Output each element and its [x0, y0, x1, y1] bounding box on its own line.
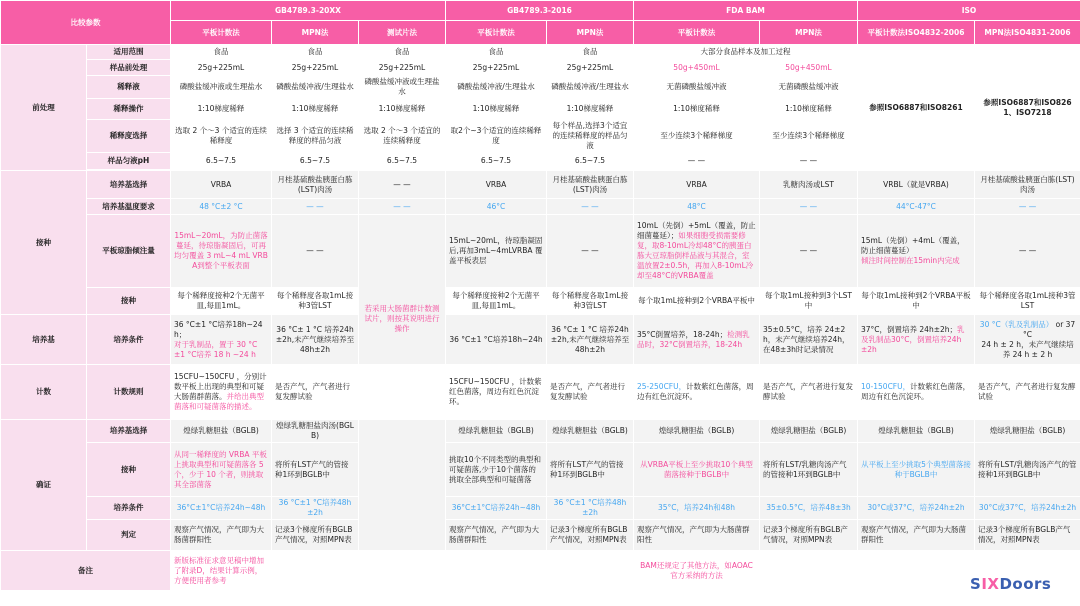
cell: 每个稀释度各取1mL接种3管LST [272, 288, 359, 315]
cell: 25g+225mL [547, 60, 634, 76]
cell [858, 215, 975, 288]
cell: — — [547, 215, 634, 288]
row-label: 适用范围 [87, 45, 171, 60]
header-std-gb-new: GB4789.3-20XX [171, 1, 446, 21]
cell: 25g+225mL [171, 60, 272, 76]
col-head: 测试片法 [359, 21, 446, 45]
cell: 无菌磷酸盐缓冲液 [760, 76, 858, 99]
group-counting: 计数 [1, 365, 87, 420]
cell: — — [547, 199, 634, 215]
cell: 1:10梯度稀释 [359, 99, 446, 120]
cell: 每个稀释度各取1mL接种3管LST [975, 288, 1080, 315]
logo-text: IX [981, 575, 1000, 593]
cell: 至少连续3个稀释梯度 [760, 120, 858, 153]
cell: 食品 [359, 45, 446, 60]
col-head: MPN法 [760, 21, 858, 45]
cell: 36°C±1°C培养24h~48h [446, 497, 547, 520]
cell: — — [760, 153, 858, 170]
col-head: MPN法 [272, 21, 359, 45]
cell-text: 检测乳品时，32°C倒置培养，18-24h [637, 329, 750, 349]
cell-empty [858, 551, 975, 591]
cell: 磷酸盐缓冲液/生理盐水 [446, 76, 547, 99]
cell: 将所有LST/乳糖肉汤产气的管接种1环到BGLB中 [975, 443, 1080, 497]
cell: 月桂基硫酸盐胰蛋白胨(LST)肉汤 [272, 171, 359, 199]
cell [858, 365, 975, 420]
cell-empty [760, 551, 858, 591]
cell-empty [359, 551, 446, 591]
cell-text: or 37 °C [1023, 319, 1076, 339]
row-label: 培养基温度要求 [87, 199, 171, 215]
cell: — — [634, 153, 760, 170]
cell: 观察产气情况，产气即为大肠菌群阳性 [634, 520, 760, 551]
cell: 15mL~20mL，为防止菌落蔓延，待琼脂凝固后，可再均匀覆盖 3 mL~4 mL VRBA到整个平板表面 [171, 215, 272, 288]
cell: 6.5~7.5 [446, 153, 547, 170]
cell: 48°C [634, 199, 760, 215]
cell: 48 °C±2 °C [171, 199, 272, 215]
cell: 从平板上至少挑取5个典型菌落接种于BGLB中 [858, 443, 975, 497]
cell: 25g+225mL [272, 60, 359, 76]
cell: 煌绿乳糖胆盐（BGLB) [760, 420, 858, 443]
cell: 每个稀释度各取1mL接种3管LST [547, 288, 634, 315]
group-remarks: 备注 [1, 551, 171, 591]
cell-text: 10mL（先倒）+5mL（覆盖，防止细菌蔓延）； [637, 221, 756, 240]
cell-empty [547, 551, 634, 591]
cell-text: 倾注时间控制在15min内完成 [861, 256, 960, 265]
cell: 50g+450mL [760, 60, 858, 76]
cell [634, 215, 760, 288]
cell: 将所有LST产气的管接种1环到BGLB中 [547, 443, 634, 497]
cell: 观察产气情况，产气即为大肠菌群阳性 [858, 520, 975, 551]
cell [171, 365, 272, 420]
cell: 35±0.5°C，培养48±3h [760, 497, 858, 520]
row-label: 计数规则 [87, 365, 171, 420]
cell: 观察产气情况，产气即为大肠菌群阳性 [171, 520, 272, 551]
cell-text: 25-250CFU， [637, 382, 687, 391]
cell: 煌绿乳糖胆盐（BGLB) [858, 420, 975, 443]
row-label: 判定 [87, 520, 171, 551]
logo-text: S [970, 575, 982, 593]
cell: 从同一稀释度的 VRBA 平板上挑取典型和可疑菌落各 5 个，少于 10 个者，则挑取其全部菌落 [171, 443, 272, 497]
brand-logo [970, 575, 1051, 593]
col-head: 平板计数法 [171, 21, 272, 45]
cell-empty [359, 365, 446, 420]
cell-text: 如果细胞受损需要修复，取8-10mL冷却48°C的胰蛋白胨大豆琼脂倒样品液与其混合，室温放置2±0.5h，再加入8-10mL冷却至48°C的VRBA覆盖 [637, 231, 754, 280]
cell: 每个样品,选择3个适宜的连续稀释度的样品匀液 [547, 120, 634, 153]
cell: 6.5~7.5 [272, 153, 359, 170]
cell: 选取 2 个～3 个适宜的连续稀释度 [359, 120, 446, 153]
cell: 选择 3 个适宜的连续稀释度的样品匀液 [272, 120, 359, 153]
cell: 是否产气，产气者进行复发酵试验 [272, 365, 359, 420]
cell: 观察产气情况，产气即为大肠菌群阳性 [446, 520, 547, 551]
cell: 煌绿乳糖胆盐（BGLB) [634, 420, 760, 443]
cell-text: 计数紫红色菌落，周边有红色沉淀环。 [637, 382, 754, 401]
cell: — — [760, 199, 858, 215]
cell: 36 °C±1 °C培养18h~24h [446, 315, 547, 365]
cell: 每个取1mL接种到2个VRBA平板中 [858, 288, 975, 315]
cell: 46°C [446, 199, 547, 215]
cell-text: 24 h ± 2 h，未产气继续培养 24 h ± 2 h [981, 339, 1074, 359]
cell [634, 315, 760, 365]
cell: 1:10梯度稀释 [634, 99, 760, 120]
cell: 煌绿乳糖胆盐（BGLB) [446, 420, 547, 443]
group-incubation: 培养基 [1, 315, 87, 365]
cell: 记录3个梯度所有BGLB产气情况，对照MPN表 [272, 520, 359, 551]
cell: 煌绿乳糖胆盐（BGLB) [547, 420, 634, 443]
cell: — — [975, 215, 1080, 288]
cell: 磷酸盐缓冲液/生理盐水 [272, 76, 359, 99]
cell: — — [760, 215, 858, 288]
row-label: 培养基选择 [87, 420, 171, 443]
cell: 食品 [547, 45, 634, 60]
cell-empty [446, 551, 547, 591]
cell-text: 参照ISO6887和ISO8261 [869, 102, 963, 112]
cell: — — [272, 199, 359, 215]
cell: — — [359, 171, 446, 199]
cell: 25g+225mL [359, 60, 446, 76]
cell: 36 °C±1 °C培养48h±2h [272, 497, 359, 520]
cell: — — [359, 199, 446, 215]
cell: 30°C或37°C，培养24h±2h [858, 497, 975, 520]
cell-text: 15mL（先倒）+4mL（覆盖，防止细菌蔓延） [861, 236, 965, 255]
cell: 6.5~7.5 [171, 153, 272, 170]
cell-text: 若采用大肠菌群计数测试片，则按其说明进行操作 [364, 304, 440, 333]
cell: 至少连续3个稀释梯度 [634, 120, 760, 153]
cell: 1:10梯度稀释 [547, 99, 634, 120]
cell: 50g+450mL [634, 60, 760, 76]
cell: 36 °C± 1 °C 培养24h±2h,未产气继续培养至48h±2h [547, 315, 634, 365]
cell [171, 315, 272, 365]
cell: 取2个~3个适宜的连续稀释度 [446, 120, 547, 153]
col-head: 平板计数法 [634, 21, 760, 45]
row-label: 样品前处理 [87, 60, 171, 76]
header-std-gb-2016: GB4789.3-2016 [446, 1, 634, 21]
row-label: 培养基选择 [87, 171, 171, 199]
cell: — — [272, 215, 359, 288]
row-label: 培养条件 [87, 497, 171, 520]
col-head: MPN法 [547, 21, 634, 45]
cell: 煌绿乳糖胆盐肉汤(BGLB) [272, 420, 359, 443]
col-head: 平板计数法 [446, 21, 547, 45]
cell: 煌绿乳糖胆盐（BGLB) [975, 420, 1080, 443]
cell-empty [359, 420, 446, 551]
cell: 食品 [446, 45, 547, 60]
cell: 44°C-47°C [858, 199, 975, 215]
cell: 1:10梯度稀释 [272, 99, 359, 120]
cell: 6.5~7.5 [359, 153, 446, 170]
row-label: 培养条件 [87, 315, 171, 365]
col-head: 平板计数法ISO4832-2006 [858, 21, 975, 45]
cell-text: 参照ISO6887和ISO8261、ISO7218 [983, 97, 1072, 117]
cell-text: 对于乳制品，置于 30 °C ±1 °C培养 18 h ~24 h [174, 339, 258, 359]
cell: 1:10梯度稀释 [760, 99, 858, 120]
cell: 从VRBA平板上至少挑取10个典型菌落接种于BGLB中 [634, 443, 760, 497]
cell: 每个稀释度接种2个无菌平皿,每皿1mL。 [446, 288, 547, 315]
cell-text: 36 °C±1 °C培养18h~24h； [174, 319, 263, 339]
cell: 将所有LST产气的管接种1环到BGLB中 [272, 443, 359, 497]
row-label: 接种 [87, 443, 171, 497]
cell: VRBA [634, 171, 760, 199]
cell: 36 °C±1 °C培养48h±2h [547, 497, 634, 520]
cell: 大部分食品样本及加工过程 [634, 45, 858, 60]
cell-text: 并给出典型菌落和可疑菌落的描述。 [174, 392, 264, 411]
row-label: 稀释操作 [87, 99, 171, 120]
logo-text: Doors [999, 575, 1052, 593]
cell: 记录3个梯度所有BGLB产气情况，对照MPN表 [547, 520, 634, 551]
cell: 每个取1mL接种到3个LST中 [760, 288, 858, 315]
cell: 新版标准征求意见稿中增加了附录D，结果计算示例，方便使用者参考 [171, 551, 272, 591]
cell-text: 10-150CFU， [861, 382, 911, 391]
cell: 15CFU~150CFU ，计数紫红色菌落，周边有红色沉淀环。 [446, 365, 547, 420]
cell: 25g+225mL [446, 60, 547, 76]
cell [634, 365, 760, 420]
row-label: 样品匀液pH [87, 153, 171, 170]
cell: 磷酸盐缓冲液或生理盐水 [171, 76, 272, 99]
cell: 每个稀释度接种2个无菌平皿,每皿1mL。 [171, 288, 272, 315]
cell [975, 315, 1080, 365]
cell: 是否产气，产气者进行复发酵试验 [760, 365, 858, 420]
cell: VRBA [171, 171, 272, 199]
cell: 无菌磷酸盐缓冲液 [634, 76, 760, 99]
cell-empty [272, 551, 359, 591]
header-std-fda: FDA BAM [634, 1, 858, 21]
cell-iso-plate-ref [858, 45, 975, 171]
cell: 1:10梯度稀释 [171, 99, 272, 120]
col-head: MPN法ISO4831-2006 [975, 21, 1080, 45]
cell: 35°C，培养24h和48h [634, 497, 760, 520]
cell: 选取 2 个～3 个适宜的连续稀释度 [171, 120, 272, 153]
cell [858, 315, 975, 365]
cell-text: 乳及乳制品30°C，倒置培养24h±2h [861, 324, 965, 354]
cell: 磷酸盐缓冲液/生理盐水 [547, 76, 634, 99]
cell-text: 37°C，倒置培养 24h±2h； [861, 324, 958, 334]
cell: 将所有LST/乳糖肉汤产气的管接种1环到BGLB中 [760, 443, 858, 497]
cell: 36 °C± 1 °C 培养24h±2h,未产气继续培养至48h±2h [272, 315, 359, 365]
cell: 36°C±1°C培养24h~48h [171, 497, 272, 520]
cell: 是否产气，产气者进行复发酵试验 [975, 365, 1080, 420]
cell-strip-note [359, 215, 446, 365]
cell: 记录3个梯度所有BGLB产气情况，对照MPN表 [975, 520, 1080, 551]
header-compare: 比较参数 [1, 1, 171, 45]
cell: 磷酸盐缓冲液或生理盐水 [359, 76, 446, 99]
cell-text: 15CFU~150CFU ，分别计数平板上出现的典型和可疑大肠菌群菌落。 [174, 372, 267, 401]
cell: — — [975, 199, 1080, 215]
cell: 记录3个梯度所有BGLB产气情况，对照MPN表 [760, 520, 858, 551]
cell-text: 30 °C（乳及乳制品） [979, 319, 1054, 329]
cell: 6.5~7.5 [547, 153, 634, 170]
cell: 挑取10个不同类型的典型和可疑菌落,少于10个菌落的挑取全部典型和可疑菌落 [446, 443, 547, 497]
cell: 煌绿乳糖胆盐（BGLB) [171, 420, 272, 443]
cell: 月桂基硫酸盐胰蛋白胨(LST)肉汤 [975, 171, 1080, 199]
cell-text: 35°C倒置培养，18-24h； [637, 329, 728, 339]
header-std-iso: ISO [858, 1, 1080, 21]
cell: 月桂基硫酸盐胰蛋白胨(LST)肉汤 [547, 171, 634, 199]
cell: 30°C或37°C，培养24h±2h [975, 497, 1080, 520]
cell-text: 计数紫红色菌落，周边有红色沉淀环。 [861, 382, 971, 401]
cell: 食品 [171, 45, 272, 60]
group-inoculation: 接种 [1, 171, 87, 315]
row-label: 稀释度选择 [87, 120, 171, 153]
row-label: 接种 [87, 288, 171, 315]
row-label: 稀释液 [87, 76, 171, 99]
cell: 35±0.5°C，培养 24±2h，未产气继续培养24h，在48±3h时记录情况 [760, 315, 858, 365]
cell: 是否产气，产气者进行复发酵试验 [547, 365, 634, 420]
cell: 每个取1mL接种到2个VRBA平板中 [634, 288, 760, 315]
cell: VRBA [446, 171, 547, 199]
cell: 食品 [272, 45, 359, 60]
cell: 1:10梯度稀释 [446, 99, 547, 120]
cell: 乳糖肉汤或LST [760, 171, 858, 199]
group-pretreatment: 前处理 [1, 45, 87, 171]
row-label: 平板琼脂倾注量 [87, 215, 171, 288]
cell: VRBL（就是VRBA) [858, 171, 975, 199]
cell: 15mL~20mL，待琼脂凝固后,再加3mL~4mLVRBA 覆盖平板表层 [446, 215, 547, 288]
group-confirmation: 确证 [1, 420, 87, 551]
cell-iso-mpn-ref [975, 45, 1080, 171]
cell: BAM还规定了其他方法，如AOAC官方采纳的方法 [634, 551, 760, 591]
